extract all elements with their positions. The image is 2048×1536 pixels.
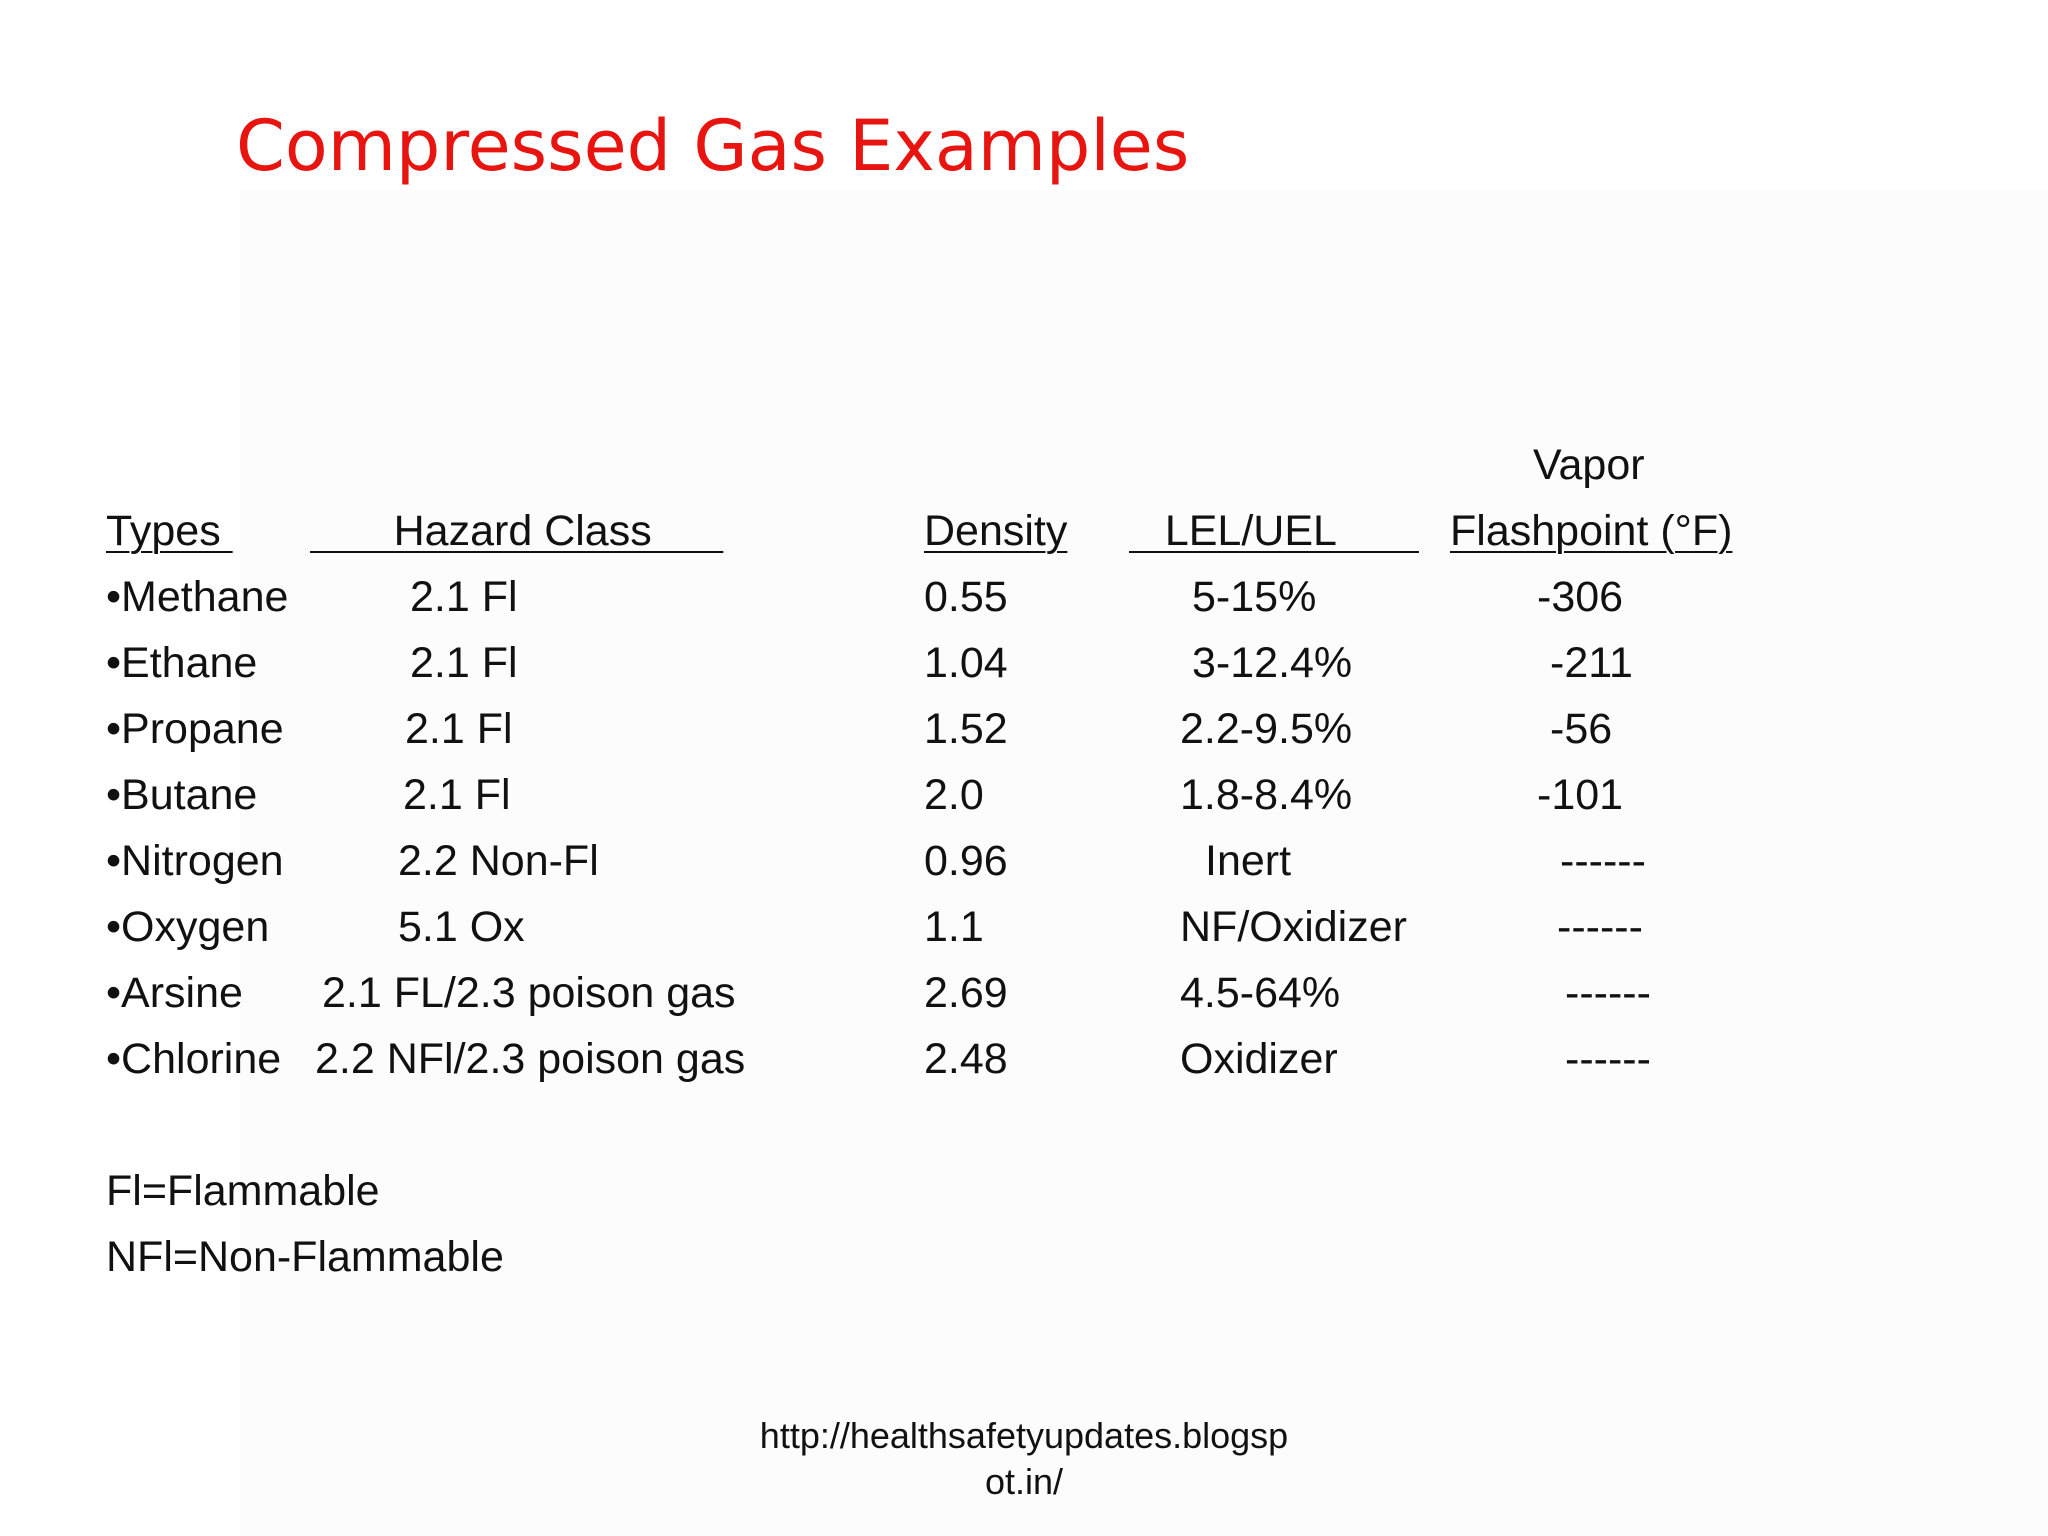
cell-density: 1.1 bbox=[924, 903, 984, 951]
cell-type: •Nitrogen bbox=[106, 837, 284, 885]
footer-url-line1: http://healthsafetyupdates.blogsp bbox=[759, 1415, 1289, 1456]
header-flashpoint: Flashpoint (°F) bbox=[1450, 507, 1733, 555]
header-lel-uel: LEL/UEL bbox=[1129, 507, 1419, 555]
cell-lel-uel: 5-15% bbox=[1192, 573, 1317, 621]
cell-hazard: 5.1 Ox bbox=[398, 903, 525, 951]
cell-hazard: 2.2 Non-Fl bbox=[398, 837, 599, 885]
cell-density: 2.69 bbox=[924, 969, 1008, 1017]
cell-type: •Propane bbox=[106, 705, 284, 753]
cell-density: 1.04 bbox=[924, 639, 1008, 687]
footer-url-line2: ot.in/ bbox=[984, 1461, 1064, 1502]
cell-type: •Ethane bbox=[106, 639, 258, 687]
header-types: Types bbox=[106, 507, 233, 555]
cell-lel-uel: 4.5-64% bbox=[1180, 969, 1341, 1017]
legend-flammable: Fl=Flammable bbox=[106, 1167, 380, 1215]
cell-flashpoint: ------ bbox=[1565, 969, 1651, 1017]
cell-lel-uel: 2.2-9.5% bbox=[1180, 705, 1353, 753]
cell-type: •Methane bbox=[106, 573, 289, 621]
cell-flashpoint: ------ bbox=[1560, 837, 1646, 885]
header-vapor: Vapor bbox=[1533, 441, 1645, 489]
cell-hazard: 2.1 Fl bbox=[405, 705, 513, 753]
cell-flashpoint: ------ bbox=[1557, 903, 1643, 951]
cell-type: •Butane bbox=[106, 771, 258, 819]
cell-density: 0.96 bbox=[924, 837, 1008, 885]
cell-hazard: 2.1 FL/2.3 poison gas bbox=[322, 969, 736, 1017]
slide-title: Compressed Gas Examples bbox=[236, 105, 1190, 187]
cell-lel-uel: Inert bbox=[1205, 837, 1292, 885]
cell-flashpoint: -56 bbox=[1550, 705, 1613, 753]
footer-url bbox=[640, 1413, 1408, 1505]
cell-lel-uel: 3-12.4% bbox=[1192, 639, 1353, 687]
cell-hazard: 2.1 Fl bbox=[410, 573, 518, 621]
cell-hazard: 2.1 Fl bbox=[403, 771, 511, 819]
cell-lel-uel: 1.8-8.4% bbox=[1180, 771, 1353, 819]
cell-flashpoint: -306 bbox=[1537, 573, 1624, 621]
cell-flashpoint: -101 bbox=[1537, 771, 1624, 819]
cell-type: •Oxygen bbox=[106, 903, 270, 951]
cell-lel-uel: Oxidizer bbox=[1180, 1035, 1338, 1083]
header-density: Density bbox=[924, 507, 1068, 555]
cell-type: •Chlorine bbox=[106, 1035, 282, 1083]
legend-non-flammable: NFl=Non-Flammable bbox=[106, 1233, 504, 1281]
cell-density: 1.52 bbox=[924, 705, 1008, 753]
cell-density: 2.48 bbox=[924, 1035, 1008, 1083]
cell-hazard: 2.2 NFl/2.3 poison gas bbox=[315, 1035, 746, 1083]
cell-density: 0.55 bbox=[924, 573, 1008, 621]
cell-type: •Arsine bbox=[106, 969, 243, 1017]
cell-lel-uel: NF/Oxidizer bbox=[1180, 903, 1407, 951]
cell-hazard: 2.1 Fl bbox=[410, 639, 518, 687]
cell-density: 2.0 bbox=[924, 771, 984, 819]
header-hazard-class: Hazard Class bbox=[310, 507, 724, 555]
cell-flashpoint: ------ bbox=[1565, 1035, 1651, 1083]
cell-flashpoint: -211 bbox=[1550, 639, 1633, 687]
